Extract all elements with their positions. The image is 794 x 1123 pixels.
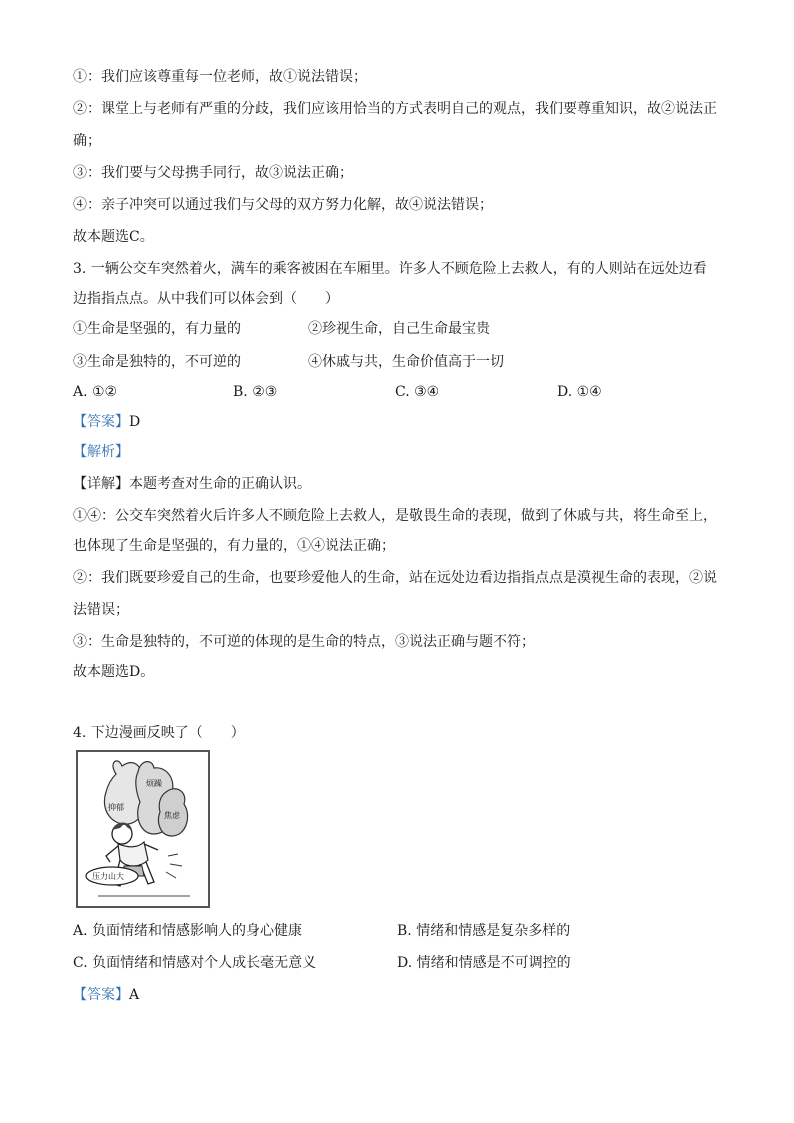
q3-explain-line-3: ②：我们既要珍爱自己的生命，也要珍爱他人的生命，站在远处边看边指指点点是漠视生命的表现，②说 — [73, 570, 717, 586]
q3-detail — [73, 475, 311, 493]
analysis-line-4: ③：我们要与父母携手同行，故③说法正确； — [73, 165, 353, 181]
q3-conclusion: 故本题选D。 — [73, 664, 155, 680]
q4-option-a: A. 负面情绪和情感影响人的身心健康 — [73, 923, 303, 939]
q3-option-d: D. ①④ — [557, 384, 602, 400]
stress-cartoon-drawing — [78, 752, 208, 906]
q3-option-b: B. ②③ — [233, 384, 278, 400]
cartoon-sign-label: 压力山大 — [92, 872, 124, 881]
q3-option-a: A. ①② — [73, 384, 118, 400]
stress-cartoon-image — [76, 750, 210, 908]
q3-statement-2: ②珍视生命，自己生命最宝贵 — [308, 321, 490, 337]
analysis-line-2: ②：课堂上与老师有严重的分歧，我们应该用恰当的方式表明自己的观点，我们要尊重知识，故②说法正 — [73, 101, 717, 117]
q3-analysis-tag: 【解析】 — [73, 444, 129, 460]
q4-option-d: D. 情绪和情感是不可调控的 — [397, 955, 571, 971]
answer-tag: 【答案】 — [73, 987, 129, 1003]
detail-tag: 【详解】 — [73, 476, 129, 492]
analysis-line-1: ①：我们应该尊重每一位老师，故①说法错误； — [73, 69, 367, 85]
q3-stem-line-2: 边指指点点。从中我们可以体会到（ ） — [73, 291, 339, 307]
answer-value: D — [129, 414, 141, 430]
cartoon-bag-label-3: 抑郁 — [108, 803, 124, 812]
q3-stem-line-1: 3. 一辆公交车突然着火，满车的乘客被困在车厢里。许多人不顾危险上去救人，有的人则站在远处边看 — [73, 261, 707, 277]
detail-text: 本题考查对生命的正确认识。 — [129, 476, 311, 492]
q4-option-b: B. 情绪和情感是复杂多样的 — [397, 923, 571, 939]
cartoon-bag-label-2: 焦虑 — [164, 811, 180, 820]
q3-explain-line-5: ③：生命是独特的，不可逆的体现的是生命的特点，③说法正确与题不符； — [73, 634, 535, 650]
analysis-conclusion: 故本题选C。 — [73, 229, 154, 245]
answer-value: A — [129, 987, 140, 1003]
q4-answer — [73, 986, 139, 1004]
q3-statement-4: ④休戚与共，生命价值高于一切 — [308, 354, 504, 370]
q3-statement-1: ①生命是坚强的，有力量的 — [73, 321, 241, 337]
answer-tag: 【答案】 — [73, 414, 129, 430]
q3-option-c: C. ③④ — [395, 384, 440, 400]
analysis-line-3: 确； — [73, 133, 101, 149]
q3-explain-line-2: 也体现了生命是坚强的，有力量的，①④说法正确； — [73, 538, 395, 554]
q4-option-c: C. 负面情绪和情感对个人成长毫无意义 — [73, 955, 317, 971]
q3-answer — [73, 413, 140, 431]
q3-explain-line-1: ①④：公交车突然着火后许多人不顾危险上去救人，是敬畏生命的表现，做到了休戚与共，将生命至上， — [73, 508, 717, 524]
q3-statement-3: ③生命是独特的，不可逆的 — [73, 354, 241, 370]
q4-stem: 4. 下边漫画反映了（ ） — [73, 725, 245, 741]
q3-explain-line-4: 法错误； — [73, 602, 129, 618]
analysis-line-5: ④：亲子冲突可以通过我们与父母的双方努力化解，故④说法错误； — [73, 197, 493, 213]
cartoon-bag-label-1: 烦躁 — [146, 779, 162, 788]
